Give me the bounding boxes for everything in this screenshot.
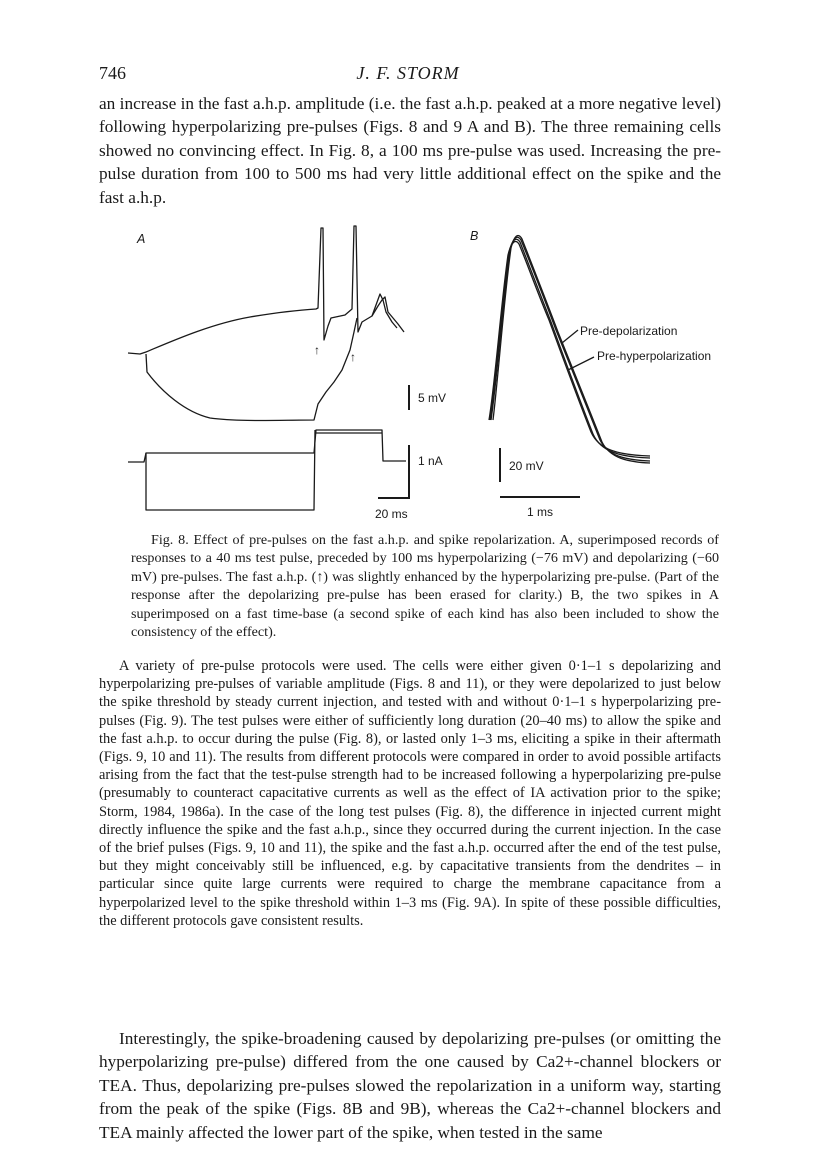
pointer-predepolarization <box>562 330 578 343</box>
panel-b-label: B <box>470 229 479 243</box>
page-number: 746 <box>99 63 126 83</box>
spike-trace-predepolarization <box>491 237 650 461</box>
spike-trace-predepolarization-2 <box>493 236 650 463</box>
scale-label-20mv: 20 mV <box>509 459 544 473</box>
spike-trace-prehyperpolarization-2 <box>489 241 650 456</box>
figure-caption: Fig. 8. Effect of pre-pulses on the fast a.h.p. and spike repolarization. A, superimposed records of responses to a 40 ms test pulse, preceded by 100 ms hyperpolarizing (−76 mV) and depolarizing (−60 mV) pre-pulses. The fast a.h.p. (↑) was slightly enhanced by the hyperpolarizing pre-pulse. (Part of the response after the depolarizing pre-pulse has been erased for clarity.) B, the two spikes in A superimposed on a fast time-base (a second spike of each kind has also been included to show the consistency of the effect). <box>131 532 719 641</box>
ahp-arrow-1: ↑ <box>314 343 320 357</box>
label-predepolarization: Pre-depolarization <box>580 324 678 338</box>
spike-trace-prehyperpolarization <box>490 239 650 458</box>
ahp-arrow-2: ↑ <box>350 350 356 364</box>
body-paragraph-small: A variety of pre-pulse protocols were used. The cells were either given 0·1–1 s depolarizing and hyperpolarizing pre-pulses of variable amplitude (Figs. 8 and 11), or they were depolarized to just below the spike threshold by steady current injection, and tested with and without 0·1–1 s hyperpolarizing pre-pulses (Fig. 9). The test pulses were either of sufficiently long duration (20–40 ms) to allow the spike and the fast a.h.p. to occur during the pulse (Fig. 8), or lasted only 1–3 ms, eliciting a spike in their aftermath (Figs. 9, 10 and 11). The results from different protocols were compared in order to avoid possible artifacts arising from the fact that the test-pulse strength had to be increased following a hyperpolarizing pre-pulse (presumably to counteract capacitative currents as well as the effect of IA activation prior to the spike; Storm, 1984, 1986a). In the case of the long test pulses (Fig. 8), the difference in injected current might directly influence the spike and the fast a.h.p., since they occurred during the current injection. In the case of the brief pulses (Figs. 9, 10 and 11), the spike and the fast a.h.p. occurred after the end of the test pulse, but they might conceivably still be influenced, e.g. by capacitative transients from the dendrites – in particular since quite large currents were required to charge the membrane capacitance from a hyperpolarized level to the spike threshold within 1–3 ms (Fig. 9A). In spite of these possible difficulties, the different protocols gave consistent results. <box>99 658 721 929</box>
panel-a-label: A <box>137 232 146 246</box>
body-paragraph-bottom: Interestingly, the spike-broadening caused by depolarizing pre-pulses (or omitting the hyperpolarizing pre-pulse) differed from the one caused by Ca2+-channel blockers or TEA. Thus, depolarizing pre-pulses slowed the repolarization in a uniform way, starting from the peak of the spike (Figs. 8B and 9B), whereas the Ca2+-channel blockers and TEA mainly affected the lower part of the spike, when tested in the same <box>99 1029 721 1142</box>
pointer-prehyperpolarization <box>568 357 594 370</box>
trace-hyperpolarizing-voltage <box>146 318 357 421</box>
scale-label-1na: 1 nA <box>418 454 443 468</box>
trace-depolarizing-voltage <box>128 226 404 354</box>
label-prehyperpolarization: Pre-hyperpolarization <box>597 349 712 363</box>
running-head: J. F. STORM <box>356 63 460 83</box>
trace-current-depolarizing <box>128 430 406 462</box>
trace-spike-tail <box>372 294 397 328</box>
scale-label-1ms: 1 ms <box>527 505 554 519</box>
trace-current-hyperpolarizing <box>146 430 315 510</box>
scale-label-5mv: 5 mV <box>418 391 447 405</box>
scale-label-20ms: 20 ms <box>375 507 408 521</box>
lead-paragraph: an increase in the fast a.h.p. amplitude (i.e. the fast a.h.p. peaked at a more negative level) following hyperpolarizing pre-pulses (Figs. 8 and 9 A and B). The three remaining cells showed no convincing effect. In Fig. 8, a 100 ms pre-pulse was used. Increasing the pre-pulse duration from 100 to 500 ms had very little additional effect on the spike and the fast a.h.p. <box>99 94 721 207</box>
scale-bar-1na-20ms <box>378 445 409 498</box>
